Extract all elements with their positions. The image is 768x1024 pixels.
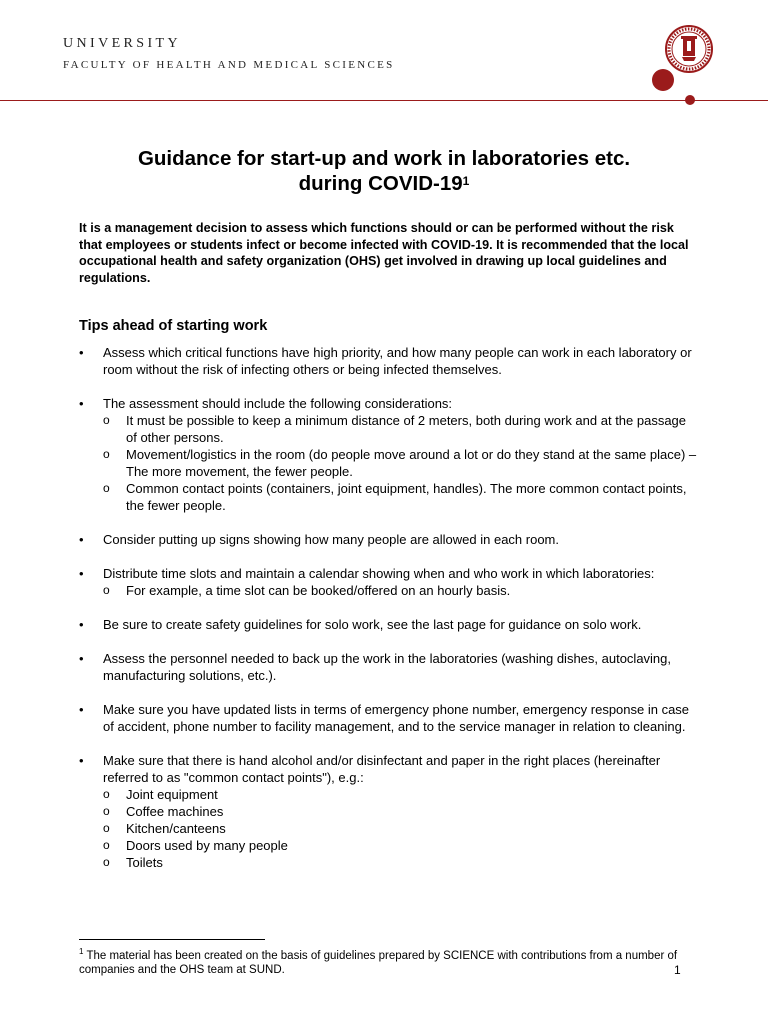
sub-list-item — [79, 854, 699, 871]
sub-list-item-text: Kitchen/canteens — [126, 821, 226, 836]
footnote-rule — [79, 939, 265, 940]
title-line-1: Guidance for start-up and work in laboratories etc. — [137, 147, 631, 170]
university-seal-icon — [664, 24, 714, 74]
sub-list — [103, 582, 699, 599]
sub-bullet-icon: o — [103, 787, 110, 801]
sub-bullet-icon: o — [103, 855, 110, 869]
list-item-text: Make sure you have updated lists in terms of emergency phone number, emergency response in case of accident, phone number to facility management, and to the service manager in relation to cleaning. — [103, 702, 690, 734]
sub-list-item — [79, 820, 699, 837]
list-item-text: The assessment should include the following considerations: — [103, 396, 453, 411]
page-number: 1 — [674, 963, 681, 977]
sub-bullet-icon: o — [103, 447, 110, 461]
sub-bullet-icon: o — [103, 821, 110, 835]
list-item — [79, 395, 699, 514]
bullet-icon: • — [79, 702, 84, 717]
intro-paragraph: It is a management decision to assess which functions should or can be performed without the risk that employees or students infect or become infected with COVID-19. It is recommended that the local occupational health and safety organization (OHS) get involved in drawing up local guidelines and regulations. — [79, 221, 689, 285]
institution-name — [63, 36, 395, 72]
list-item-text: Consider putting up signs showing how many people are allowed in each room. — [103, 532, 559, 547]
list-item-text: Assess the personnel needed to back up the work in the laboratories (washing dishes, autoclaving, manufacturing solutions, etc.). — [103, 651, 672, 683]
tips-list — [79, 344, 699, 888]
bullet-icon: • — [79, 753, 84, 768]
sub-list-item — [79, 837, 699, 854]
sub-list-item — [79, 803, 699, 820]
sub-list-item — [79, 480, 699, 514]
header-rule — [0, 100, 768, 101]
list-item-text: Make sure that there is hand alcohol and/or disinfectant and paper in the right places (hereinafter referred to as "common contact points"), e.g.: — [103, 753, 661, 785]
sub-list-item-text: Common contact points (containers, joint equipment, handles). The more common contact points, the fewer people. — [126, 481, 687, 513]
list-item — [79, 701, 699, 735]
faculty-label: FACULTY OF HEALTH AND MEDICAL SCIENCES — [63, 59, 395, 71]
title-footnote-mark: 1 — [462, 174, 470, 188]
sub-list-item-text: Toilets — [126, 855, 163, 870]
footnote-mark: 1 — [79, 947, 84, 956]
sub-bullet-icon: o — [103, 838, 110, 852]
list-item-text: Be sure to create safety guidelines for solo work, see the last page for guidance on solo work. — [103, 617, 642, 632]
title-line-2-text: during COVID-19 — [298, 172, 463, 195]
sub-list — [103, 786, 699, 871]
list-item-text: Assess which critical functions have high priority, and how many people can work in each laboratory or room without the risk of infecting others or being infected themselves. — [103, 345, 692, 377]
title-line-2 — [60, 171, 708, 196]
sub-bullet-icon: o — [103, 804, 110, 818]
sub-list-item-text: It must be possible to keep a minimum distance of 2 meters, both during work and at the passage of other persons. — [126, 413, 687, 445]
sub-list-item-text: Joint equipment — [126, 787, 218, 802]
bullet-icon: • — [79, 651, 84, 666]
footnote — [79, 945, 689, 977]
bullet-icon: • — [79, 396, 84, 411]
sub-bullet-icon: o — [103, 583, 110, 597]
sub-list-item-text: Movement/logistics in the room (do people move around a lot or do they stand at the same place) – The more movement, the fewer people. — [126, 447, 697, 479]
sub-bullet-icon: o — [103, 481, 110, 495]
footnote-text: The material has been created on the basis of guidelines prepared by SCIENCE with contributions from a number of companies and the OHS team at SUND. — [79, 949, 678, 976]
bullet-icon: • — [79, 566, 84, 581]
section-heading: Tips ahead of starting work — [79, 318, 268, 334]
sub-list-item-text: For example, a time slot can be booked/offered on an hourly basis. — [126, 583, 511, 598]
sub-list-item-text: Doors used by many people — [126, 838, 288, 853]
bullet-icon: • — [79, 345, 84, 360]
list-item — [79, 752, 699, 871]
list-item-text: Distribute time slots and maintain a calendar showing when and who work in which laboratories: — [103, 566, 655, 581]
sub-list-item — [79, 582, 699, 599]
sub-list-item-text: Coffee machines — [126, 804, 224, 819]
university-label: UNIVERSITY — [63, 36, 181, 51]
sub-list-item — [79, 786, 699, 803]
list-item — [79, 565, 699, 599]
bullet-icon: • — [79, 617, 84, 632]
sub-list-item — [79, 446, 699, 480]
list-item — [79, 650, 699, 684]
sub-bullet-icon: o — [103, 413, 110, 427]
document-title — [60, 146, 708, 196]
sub-list — [103, 412, 699, 514]
bullet-icon: • — [79, 532, 84, 547]
list-item — [79, 616, 699, 633]
decorative-dot-large — [652, 69, 674, 91]
list-item — [79, 531, 699, 548]
sub-list-item — [79, 412, 699, 446]
list-item — [79, 344, 699, 378]
